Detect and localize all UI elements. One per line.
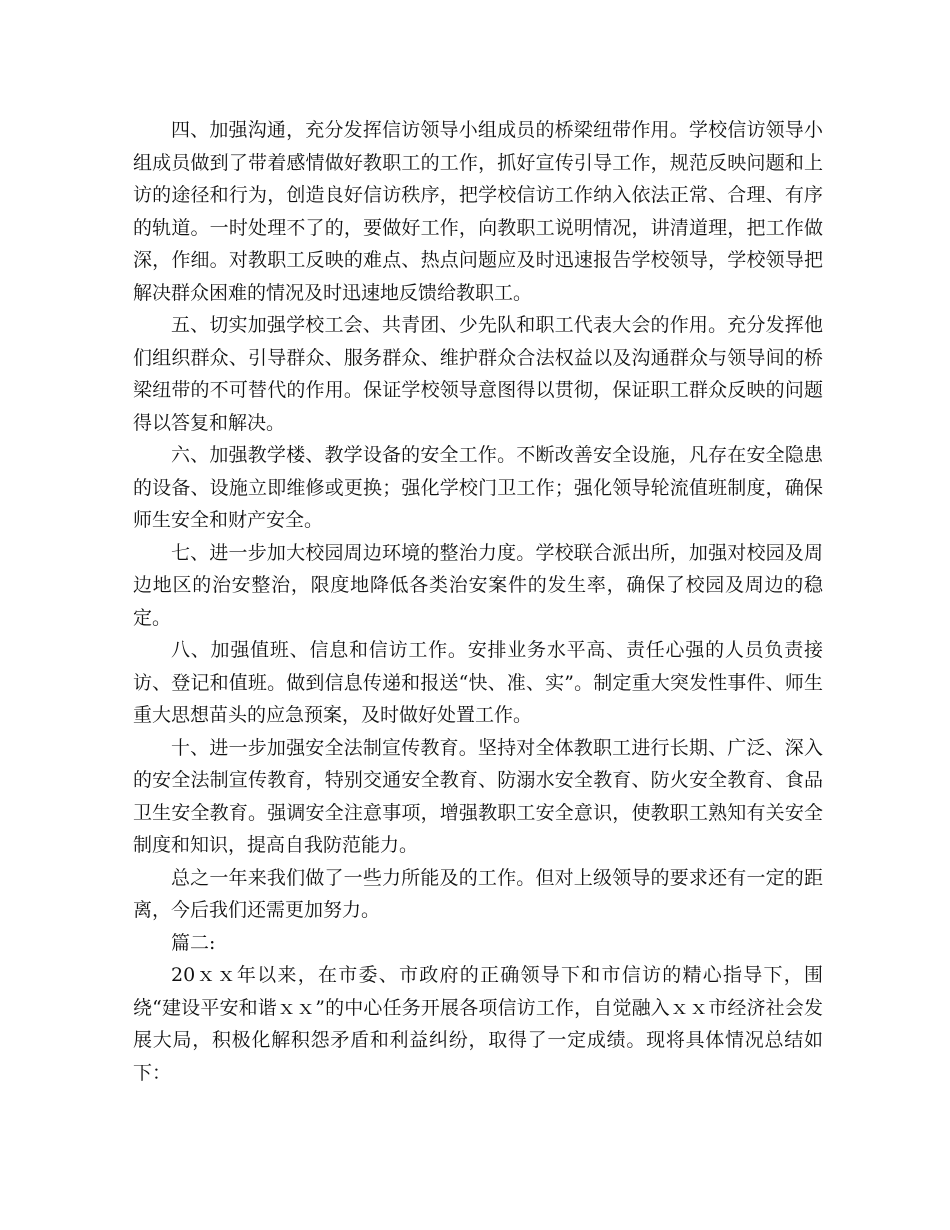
paragraph-section-7: 七、进一步加大校园周边环境的整治力度。学校联合派出所，加强对校园及周边地区的治安整治，限度地降低各类治安案件的发生率，确保了校园及周边的稳定。 bbox=[133, 541, 823, 629]
paragraph-section-5: 五、切实加强学校工会、共青团、少先队和职工代表大会的作用。充分发挥他们组织群众、引导群众、服务群众、维护群众合法权益以及沟通群众与领导间的桥梁纽带的不可替代的作用。保证学校领导意图得以贯彻，保证职工群众反映的问题得以答复和解决。 bbox=[133, 314, 823, 434]
paragraph-summary: 总之一年来我们做了一些力所能及的工作。但对上级领导的要求还有一定的距离，今后我们还需更加努力。 bbox=[133, 866, 823, 921]
paragraph-section-4: 四、加强沟通，充分发挥信访领导小组成员的桥梁纽带作用。学校信访领导小组成员做到了带着感情做好教职工的工作，抓好宣传引导工作，规范反映问题和上访的途径和行为，创造良好信访秩序，把学校信访工作纳入依法正常、合理、有序的轨道。一时处理不了的，要做好工作，向教职工说明情况，讲清道理，把工作做深，作细。对教职工反映的难点、热点问题应及时迅速报告学校领导，学校领导把解决群众困难的情况及时迅速地反馈给教职工。 bbox=[133, 119, 823, 304]
paragraph-part-two-intro: 20ｘｘ年以来，在市委、市政府的正确领导下和市信访的精心指导下，围绕“建设平安和谐ｘｘ”的中心任务开展各项信访工作，自觉融入ｘｘ市经济社会发展大局，积极化解积怨矛盾和利益纠纷，取得了一定成绩。现将具体情况总结如下： bbox=[133, 964, 823, 1084]
paragraph-section-6: 六、加强教学楼、教学设备的安全工作。不断改善安全设施，凡存在安全隐患的设备、设施立即维修或更换；强化学校门卫工作；强化领导轮流值班制度，确保师生安全和财产安全。 bbox=[133, 444, 823, 531]
document-body bbox=[133, 114, 823, 1089]
part-two-heading: 篇二: bbox=[171, 931, 216, 954]
paragraph-section-8: 八、加强值班、信息和信访工作。安排业务水平高、责任心强的人员负责接访、登记和值班。做到信息传递和报送“快、准、实”。制定重大突发性事件、师生重大思想苗头的应急预案，及时做好处置工作。 bbox=[133, 639, 823, 726]
paragraph-section-10: 十、进一步加强安全法制宣传教育。坚持对全体教职工进行长期、广泛、深入的安全法制宣传教育，特别交通安全教育、防溺水安全教育、防火安全教育、食品卫生安全教育。强调安全注意事项，增强教职工安全意识，使教职工熟知有关安全制度和知识，提高自我防范能力。 bbox=[133, 736, 823, 856]
